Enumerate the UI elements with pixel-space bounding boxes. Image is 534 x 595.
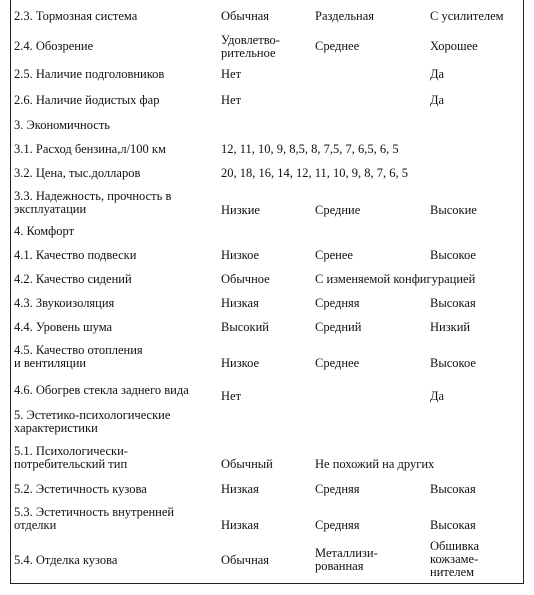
option-mid: Раздельная xyxy=(315,9,375,23)
option-mid xyxy=(315,547,378,573)
option-high: Высокое xyxy=(430,248,476,262)
section-title xyxy=(14,409,170,435)
option-alternative: Не похожий на других xyxy=(315,457,435,471)
option-high: Высокие xyxy=(430,203,477,217)
value-scale: 12, 11, 10, 9, 8,5, 8, 7,5, 7, 6,5, 6, 5 xyxy=(221,142,399,156)
option-mid: Средняя xyxy=(315,482,360,496)
option-low: Нет xyxy=(221,93,242,107)
option-low-line: рительное xyxy=(221,46,276,60)
option-high-line: кожзаме- xyxy=(430,552,479,566)
option-high: С усилителем xyxy=(430,9,504,23)
criterion-line: 3.3. Надежность, прочность в xyxy=(14,189,172,203)
option-low-line: Удовлетво- xyxy=(221,33,280,47)
option-low: Обычный xyxy=(221,457,273,471)
criterion-line: 5.3. Эстетичность внутренней xyxy=(14,505,175,519)
criterion-name xyxy=(14,506,174,532)
section-title-line: 5. Эстетико-психологические xyxy=(14,408,171,422)
criterion-name: 3.1. Расход бензина,л/100 км xyxy=(14,142,166,156)
option-low: Низкие xyxy=(221,203,260,217)
option-low: Низкая xyxy=(221,518,259,532)
option-low xyxy=(221,34,280,60)
criterion-line: отделки xyxy=(14,518,57,532)
option-low: Низкая xyxy=(221,296,259,310)
criterion-name: 2.6. Наличие йодистых фар xyxy=(14,93,160,107)
document-page xyxy=(10,0,524,584)
criterion-name xyxy=(14,344,143,370)
criterion-line: 5.1. Психологически- xyxy=(14,444,128,458)
option-mid-line: рованная xyxy=(315,559,364,573)
option-low: Низкая xyxy=(221,482,259,496)
option-low: Обычная xyxy=(221,9,270,23)
option-low: Обычная xyxy=(221,553,270,567)
option-alternative: С изменяемой конфигурацией xyxy=(315,272,476,286)
option-mid: Средний xyxy=(315,320,362,334)
option-mid-line: Металлизи- xyxy=(315,546,378,560)
section-title: 4. Комфорт xyxy=(14,224,75,238)
option-low: Обычное xyxy=(221,272,270,286)
criterion-name: 5.4. Отделка кузова xyxy=(14,553,118,567)
value-scale: 20, 18, 16, 14, 12, 11, 10, 9, 8, 7, 6, 5 xyxy=(221,166,409,180)
option-mid: Сренее xyxy=(315,248,353,262)
option-high: Высокая xyxy=(430,482,476,496)
criterion-line: эксплуатации xyxy=(14,202,87,216)
option-mid: Средние xyxy=(315,203,361,217)
option-high-line: Обшивка xyxy=(430,539,480,553)
option-low: Нет xyxy=(221,389,242,403)
criterion-name: 4.4. Уровень шума xyxy=(14,320,113,334)
criterion-name xyxy=(14,190,171,216)
criterion-name: 3.2. Цена, тыс.долларов xyxy=(14,166,141,180)
criterion-name: 4.1. Качество подвески xyxy=(14,248,137,262)
option-high: Хорошее xyxy=(430,39,478,53)
option-mid: Среднее xyxy=(315,39,360,53)
option-mid: Среднее xyxy=(315,356,360,370)
option-mid: Средняя xyxy=(315,296,360,310)
option-high-line: нителем xyxy=(430,565,475,579)
criterion-name xyxy=(14,445,128,471)
section-title-line: характеристики xyxy=(14,421,98,435)
criterion-name: 4.3. Звукоизоляция xyxy=(14,296,115,310)
option-high xyxy=(430,540,479,579)
option-low: Низкое xyxy=(221,356,260,370)
criterion-line: 4.5. Качество отопления xyxy=(14,343,143,357)
option-high: Да xyxy=(430,67,445,81)
option-high: Высокое xyxy=(430,356,476,370)
option-low: Нет xyxy=(221,67,242,81)
criterion-name: 2.3. Тормозная система xyxy=(14,9,138,23)
option-high: Низкий xyxy=(430,320,471,334)
criterion-name: 2.4. Обозрение xyxy=(14,39,94,53)
section-title: 3. Экономичность xyxy=(14,118,110,132)
criterion-name: 5.2. Эстетичность кузова xyxy=(14,482,147,496)
option-high: Высокая xyxy=(430,518,476,532)
option-low: Низкое xyxy=(221,248,260,262)
option-high: Высокая xyxy=(430,296,476,310)
criterion-name: 2.5. Наличие подголовников xyxy=(14,67,165,81)
option-high: Да xyxy=(430,389,445,403)
option-mid: Средняя xyxy=(315,518,360,532)
criterion-name: 4.6. Обогрев стекла заднего вида xyxy=(14,383,189,397)
criterion-name: 4.2. Качество сидений xyxy=(14,272,132,286)
option-low: Высокий xyxy=(221,320,269,334)
option-high: Да xyxy=(430,93,445,107)
criterion-line: и вентиляции xyxy=(14,356,87,370)
criterion-line: потребительский тип xyxy=(14,457,128,471)
